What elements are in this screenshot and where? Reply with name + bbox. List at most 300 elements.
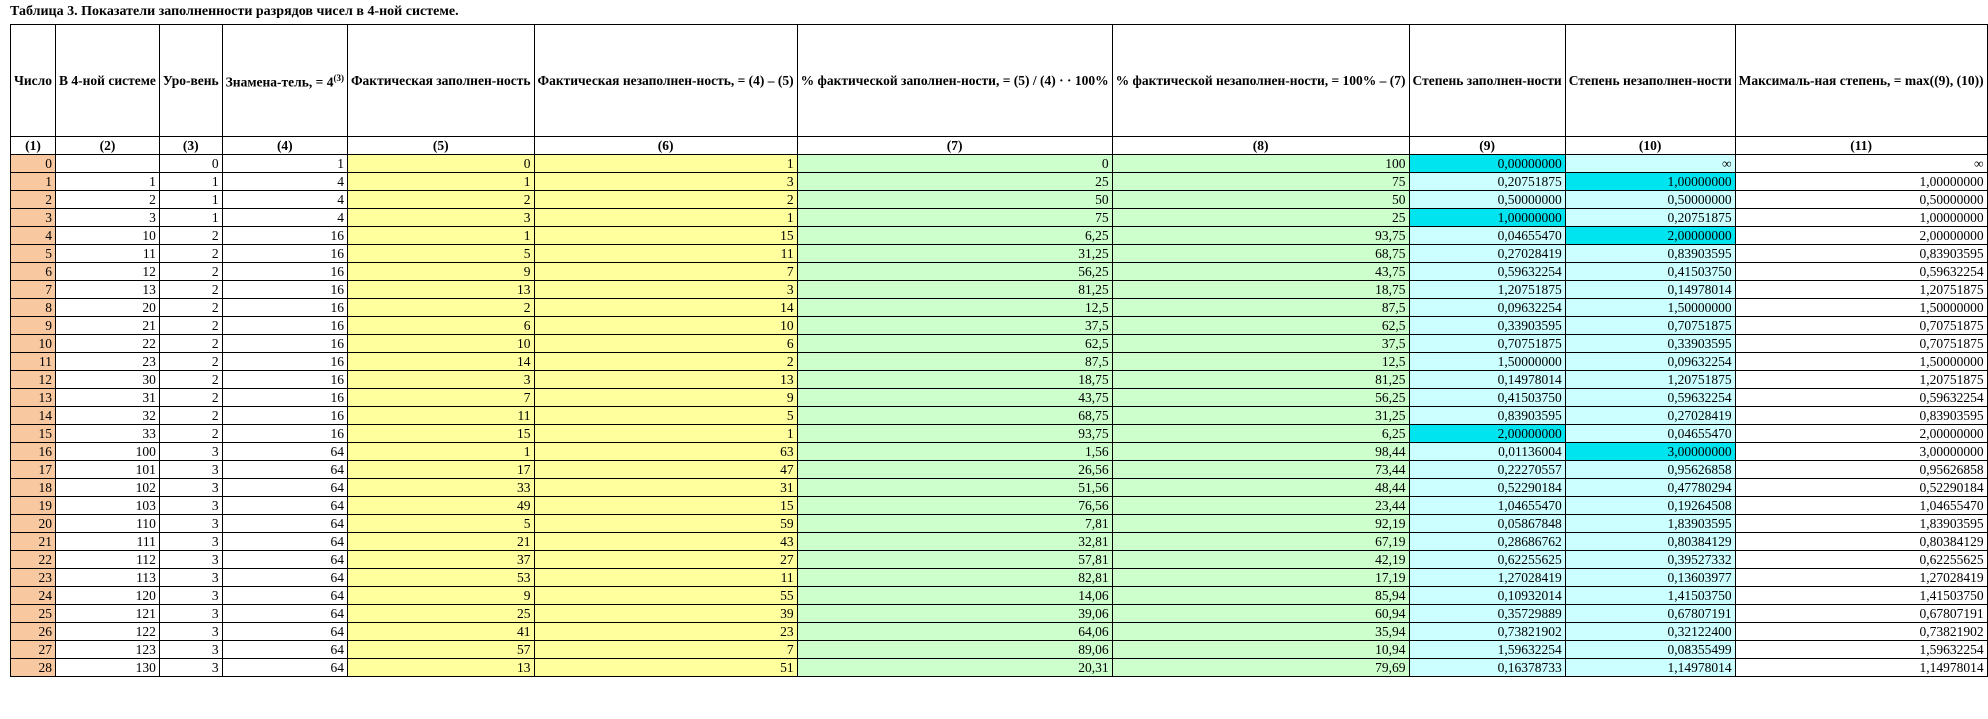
cell-unfill-degree: 1,20751875 bbox=[1565, 371, 1735, 389]
cell-unfill-degree: 0,19264508 bbox=[1565, 497, 1735, 515]
cell-max-degree: 0,83903595 bbox=[1735, 245, 1987, 263]
cell-max-degree: 1,50000000 bbox=[1735, 299, 1987, 317]
cell-pct-unfill: 100 bbox=[1112, 155, 1409, 173]
data-table bbox=[10, 24, 1988, 677]
cell-actual-fill: 7 bbox=[347, 389, 534, 407]
cell-max-degree: 0,70751875 bbox=[1735, 317, 1987, 335]
cell-max-degree: 1,41503750 bbox=[1735, 587, 1987, 605]
cell-unfill-degree: 1,50000000 bbox=[1565, 299, 1735, 317]
cell-pct-unfill: 17,19 bbox=[1112, 569, 1409, 587]
table-row bbox=[11, 443, 1988, 461]
cell-actual-unfill: 3 bbox=[534, 281, 797, 299]
cell-number: 5 bbox=[11, 245, 56, 263]
cell-actual-fill: 57 bbox=[347, 641, 534, 659]
cell-base4 bbox=[56, 155, 160, 173]
cell-max-degree: ∞ bbox=[1735, 155, 1987, 173]
cell-actual-unfill: 47 bbox=[534, 461, 797, 479]
cell-max-degree: 0,59632254 bbox=[1735, 263, 1987, 281]
cell-fill-degree: 0,70751875 bbox=[1409, 335, 1565, 353]
cell-level: 3 bbox=[159, 551, 222, 569]
cell-pct-unfill: 6,25 bbox=[1112, 425, 1409, 443]
cell-fill-degree: 0,35729889 bbox=[1409, 605, 1565, 623]
cell-denominator: 16 bbox=[222, 389, 347, 407]
cell-denominator: 64 bbox=[222, 605, 347, 623]
cell-base4: 12 bbox=[56, 263, 160, 281]
cell-fill-degree: 1,20751875 bbox=[1409, 281, 1565, 299]
cell-actual-fill: 9 bbox=[347, 263, 534, 281]
col-index: (2) bbox=[56, 137, 160, 155]
table-row bbox=[11, 461, 1988, 479]
cell-actual-fill: 11 bbox=[347, 407, 534, 425]
cell-unfill-degree: 2,00000000 bbox=[1565, 227, 1735, 245]
cell-base4: 20 bbox=[56, 299, 160, 317]
cell-max-degree: 1,59632254 bbox=[1735, 641, 1987, 659]
cell-denominator: 64 bbox=[222, 569, 347, 587]
col-index: (3) bbox=[159, 137, 222, 155]
table-row bbox=[11, 299, 1988, 317]
col-index: (1) bbox=[11, 137, 56, 155]
cell-actual-fill: 49 bbox=[347, 497, 534, 515]
cell-pct-fill: 57,81 bbox=[797, 551, 1112, 569]
cell-fill-degree: 0,83903595 bbox=[1409, 407, 1565, 425]
cell-denominator: 64 bbox=[222, 641, 347, 659]
cell-number: 15 bbox=[11, 425, 56, 443]
cell-pct-unfill: 79,69 bbox=[1112, 659, 1409, 677]
cell-actual-unfill: 6 bbox=[534, 335, 797, 353]
cell-number: 12 bbox=[11, 371, 56, 389]
cell-base4: 11 bbox=[56, 245, 160, 263]
cell-denominator: 16 bbox=[222, 245, 347, 263]
cell-fill-degree: 1,59632254 bbox=[1409, 641, 1565, 659]
cell-unfill-degree: 0,95626858 bbox=[1565, 461, 1735, 479]
cell-pct-fill: 64,06 bbox=[797, 623, 1112, 641]
cell-denominator: 64 bbox=[222, 659, 347, 677]
cell-number: 21 bbox=[11, 533, 56, 551]
cell-actual-unfill: 59 bbox=[534, 515, 797, 533]
cell-fill-degree: 0,05867848 bbox=[1409, 515, 1565, 533]
col-index: (4) bbox=[222, 137, 347, 155]
cell-level: 3 bbox=[159, 605, 222, 623]
cell-fill-degree: 0,41503750 bbox=[1409, 389, 1565, 407]
table-row bbox=[11, 497, 1988, 515]
cell-number: 26 bbox=[11, 623, 56, 641]
cell-level: 2 bbox=[159, 353, 222, 371]
cell-level: 2 bbox=[159, 317, 222, 335]
cell-number: 17 bbox=[11, 461, 56, 479]
cell-pct-unfill: 73,44 bbox=[1112, 461, 1409, 479]
cell-number: 1 bbox=[11, 173, 56, 191]
cell-unfill-degree: 0,67807191 bbox=[1565, 605, 1735, 623]
cell-max-degree: 1,50000000 bbox=[1735, 353, 1987, 371]
cell-denominator: 64 bbox=[222, 497, 347, 515]
cell-base4: 3 bbox=[56, 209, 160, 227]
cell-base4: 110 bbox=[56, 515, 160, 533]
cell-pct-fill: 93,75 bbox=[797, 425, 1112, 443]
cell-fill-degree: 0,00000000 bbox=[1409, 155, 1565, 173]
col-header-pct-unfill: % фактической незаполнен-ности, = 100% – (7) bbox=[1112, 25, 1409, 137]
cell-fill-degree: 1,50000000 bbox=[1409, 353, 1565, 371]
cell-level: 3 bbox=[159, 623, 222, 641]
cell-pct-fill: 18,75 bbox=[797, 371, 1112, 389]
cell-actual-unfill: 27 bbox=[534, 551, 797, 569]
cell-base4: 10 bbox=[56, 227, 160, 245]
cell-base4: 22 bbox=[56, 335, 160, 353]
table-row bbox=[11, 227, 1988, 245]
cell-fill-degree: 0,73821902 bbox=[1409, 623, 1565, 641]
cell-pct-fill: 76,56 bbox=[797, 497, 1112, 515]
cell-actual-fill: 0 bbox=[347, 155, 534, 173]
cell-base4: 2 bbox=[56, 191, 160, 209]
cell-unfill-degree: 0,39527332 bbox=[1565, 551, 1735, 569]
cell-pct-fill: 0 bbox=[797, 155, 1112, 173]
col-index: (5) bbox=[347, 137, 534, 155]
cell-base4: 120 bbox=[56, 587, 160, 605]
cell-pct-unfill: 35,94 bbox=[1112, 623, 1409, 641]
cell-actual-fill: 10 bbox=[347, 335, 534, 353]
cell-max-degree: 3,00000000 bbox=[1735, 443, 1987, 461]
cell-actual-unfill: 5 bbox=[534, 407, 797, 425]
cell-unfill-degree: 0,50000000 bbox=[1565, 191, 1735, 209]
cell-denominator: 64 bbox=[222, 461, 347, 479]
col-header-actual-fill: Фактическая заполнен-ность bbox=[347, 25, 534, 137]
cell-actual-fill: 6 bbox=[347, 317, 534, 335]
cell-denominator: 1 bbox=[222, 155, 347, 173]
cell-fill-degree: 0,62255625 bbox=[1409, 551, 1565, 569]
cell-pct-unfill: 92,19 bbox=[1112, 515, 1409, 533]
cell-fill-degree: 0,20751875 bbox=[1409, 173, 1565, 191]
cell-number: 14 bbox=[11, 407, 56, 425]
cell-number: 24 bbox=[11, 587, 56, 605]
cell-max-degree: 1,00000000 bbox=[1735, 209, 1987, 227]
cell-fill-degree: 0,04655470 bbox=[1409, 227, 1565, 245]
cell-fill-degree: 0,28686762 bbox=[1409, 533, 1565, 551]
col-header-pct-fill: % фактической заполнен-ности, = (5) / (4) · · 100% bbox=[797, 25, 1112, 137]
cell-level: 3 bbox=[159, 497, 222, 515]
cell-denominator: 4 bbox=[222, 191, 347, 209]
table-row bbox=[11, 173, 1988, 191]
cell-pct-unfill: 42,19 bbox=[1112, 551, 1409, 569]
cell-max-degree: 0,80384129 bbox=[1735, 533, 1987, 551]
cell-base4: 111 bbox=[56, 533, 160, 551]
col-index: (7) bbox=[797, 137, 1112, 155]
cell-fill-degree: 2,00000000 bbox=[1409, 425, 1565, 443]
cell-actual-fill: 9 bbox=[347, 587, 534, 605]
cell-level: 2 bbox=[159, 335, 222, 353]
cell-max-degree: 1,14978014 bbox=[1735, 659, 1987, 677]
cell-level: 2 bbox=[159, 425, 222, 443]
cell-number: 27 bbox=[11, 641, 56, 659]
cell-level: 3 bbox=[159, 533, 222, 551]
cell-number: 7 bbox=[11, 281, 56, 299]
cell-max-degree: 0,59632254 bbox=[1735, 389, 1987, 407]
cell-pct-fill: 50 bbox=[797, 191, 1112, 209]
cell-denominator: 64 bbox=[222, 515, 347, 533]
cell-denominator: 16 bbox=[222, 263, 347, 281]
cell-actual-unfill: 39 bbox=[534, 605, 797, 623]
cell-unfill-degree: 0,32122400 bbox=[1565, 623, 1735, 641]
cell-number: 8 bbox=[11, 299, 56, 317]
cell-actual-unfill: 3 bbox=[534, 173, 797, 191]
cell-denominator: 64 bbox=[222, 587, 347, 605]
cell-unfill-degree: 0,04655470 bbox=[1565, 425, 1735, 443]
cell-actual-unfill: 2 bbox=[534, 353, 797, 371]
cell-base4: 112 bbox=[56, 551, 160, 569]
col-header-actual-unfill: Фактическая незаполнен-ность, = (4) – (5) bbox=[534, 25, 797, 137]
cell-max-degree: 0,50000000 bbox=[1735, 191, 1987, 209]
cell-number: 4 bbox=[11, 227, 56, 245]
cell-pct-unfill: 67,19 bbox=[1112, 533, 1409, 551]
cell-pct-fill: 7,81 bbox=[797, 515, 1112, 533]
cell-actual-unfill: 11 bbox=[534, 245, 797, 263]
cell-level: 3 bbox=[159, 659, 222, 677]
cell-pct-unfill: 87,5 bbox=[1112, 299, 1409, 317]
table-row bbox=[11, 425, 1988, 443]
cell-actual-unfill: 7 bbox=[534, 641, 797, 659]
cell-actual-fill: 2 bbox=[347, 191, 534, 209]
cell-denominator: 64 bbox=[222, 533, 347, 551]
cell-pct-unfill: 12,5 bbox=[1112, 353, 1409, 371]
table-row bbox=[11, 623, 1988, 641]
column-number-row bbox=[11, 137, 1988, 155]
cell-max-degree: 1,20751875 bbox=[1735, 281, 1987, 299]
cell-actual-unfill: 23 bbox=[534, 623, 797, 641]
cell-number: 18 bbox=[11, 479, 56, 497]
table-row bbox=[11, 605, 1988, 623]
cell-denominator: 16 bbox=[222, 371, 347, 389]
table-row bbox=[11, 281, 1988, 299]
cell-base4: 103 bbox=[56, 497, 160, 515]
cell-number: 2 bbox=[11, 191, 56, 209]
cell-number: 22 bbox=[11, 551, 56, 569]
cell-level: 1 bbox=[159, 173, 222, 191]
cell-denominator: 64 bbox=[222, 551, 347, 569]
table-row bbox=[11, 659, 1988, 677]
cell-pct-unfill: 37,5 bbox=[1112, 335, 1409, 353]
cell-fill-degree: 0,33903595 bbox=[1409, 317, 1565, 335]
table-row bbox=[11, 587, 1988, 605]
cell-level: 2 bbox=[159, 371, 222, 389]
cell-max-degree: 0,83903595 bbox=[1735, 407, 1987, 425]
cell-number: 20 bbox=[11, 515, 56, 533]
cell-denominator: 64 bbox=[222, 479, 347, 497]
col-header-max-degree: Максималь-ная степень, = max((9), (10)) bbox=[1735, 25, 1987, 137]
cell-unfill-degree: 1,00000000 bbox=[1565, 173, 1735, 191]
cell-unfill-degree: 0,13603977 bbox=[1565, 569, 1735, 587]
table-row bbox=[11, 389, 1988, 407]
cell-pct-unfill: 75 bbox=[1112, 173, 1409, 191]
cell-actual-fill: 53 bbox=[347, 569, 534, 587]
cell-pct-fill: 31,25 bbox=[797, 245, 1112, 263]
cell-pct-fill: 6,25 bbox=[797, 227, 1112, 245]
cell-level: 3 bbox=[159, 515, 222, 533]
cell-pct-unfill: 98,44 bbox=[1112, 443, 1409, 461]
cell-denominator: 64 bbox=[222, 443, 347, 461]
cell-number: 0 bbox=[11, 155, 56, 173]
table-row bbox=[11, 263, 1988, 281]
cell-fill-degree: 0,16378733 bbox=[1409, 659, 1565, 677]
cell-pct-unfill: 50 bbox=[1112, 191, 1409, 209]
table-row bbox=[11, 479, 1988, 497]
cell-max-degree: 0,62255625 bbox=[1735, 551, 1987, 569]
cell-max-degree: 1,00000000 bbox=[1735, 173, 1987, 191]
cell-number: 28 bbox=[11, 659, 56, 677]
cell-pct-unfill: 10,94 bbox=[1112, 641, 1409, 659]
cell-level: 3 bbox=[159, 479, 222, 497]
table-row bbox=[11, 407, 1988, 425]
table-row bbox=[11, 317, 1988, 335]
cell-max-degree: 1,27028419 bbox=[1735, 569, 1987, 587]
cell-actual-unfill: 9 bbox=[534, 389, 797, 407]
cell-actual-fill: 13 bbox=[347, 281, 534, 299]
table-row bbox=[11, 533, 1988, 551]
cell-actual-unfill: 55 bbox=[534, 587, 797, 605]
cell-pct-fill: 62,5 bbox=[797, 335, 1112, 353]
cell-unfill-degree: 0,20751875 bbox=[1565, 209, 1735, 227]
cell-unfill-degree: 0,08355499 bbox=[1565, 641, 1735, 659]
table-caption: Таблица 3. Показатели заполненности разрядов чисел в 4-ной системе. bbox=[10, 4, 459, 19]
cell-unfill-degree: 0,09632254 bbox=[1565, 353, 1735, 371]
cell-denominator: 16 bbox=[222, 353, 347, 371]
table-row bbox=[11, 515, 1988, 533]
table-row bbox=[11, 335, 1988, 353]
cell-actual-unfill: 10 bbox=[534, 317, 797, 335]
cell-pct-fill: 89,06 bbox=[797, 641, 1112, 659]
cell-base4: 32 bbox=[56, 407, 160, 425]
cell-denominator: 4 bbox=[222, 209, 347, 227]
cell-actual-fill: 1 bbox=[347, 173, 534, 191]
cell-pct-unfill: 43,75 bbox=[1112, 263, 1409, 281]
cell-denominator: 16 bbox=[222, 335, 347, 353]
cell-level: 2 bbox=[159, 407, 222, 425]
cell-pct-fill: 39,06 bbox=[797, 605, 1112, 623]
cell-base4: 130 bbox=[56, 659, 160, 677]
cell-max-degree: 2,00000000 bbox=[1735, 227, 1987, 245]
cell-fill-degree: 1,04655470 bbox=[1409, 497, 1565, 515]
cell-pct-fill: 87,5 bbox=[797, 353, 1112, 371]
cell-level: 2 bbox=[159, 389, 222, 407]
col-index: (9) bbox=[1409, 137, 1565, 155]
cell-unfill-degree: 0,47780294 bbox=[1565, 479, 1735, 497]
cell-fill-degree: 0,52290184 bbox=[1409, 479, 1565, 497]
col-header-level: Уро-вень bbox=[159, 25, 222, 137]
cell-actual-fill: 3 bbox=[347, 371, 534, 389]
cell-base4: 1 bbox=[56, 173, 160, 191]
cell-pct-fill: 1,56 bbox=[797, 443, 1112, 461]
cell-denominator: 16 bbox=[222, 407, 347, 425]
table-row bbox=[11, 551, 1988, 569]
cell-base4: 13 bbox=[56, 281, 160, 299]
cell-actual-unfill: 13 bbox=[534, 371, 797, 389]
cell-actual-unfill: 7 bbox=[534, 263, 797, 281]
cell-max-degree: 0,73821902 bbox=[1735, 623, 1987, 641]
cell-pct-fill: 32,81 bbox=[797, 533, 1112, 551]
cell-fill-degree: 0,22270557 bbox=[1409, 461, 1565, 479]
cell-pct-unfill: 31,25 bbox=[1112, 407, 1409, 425]
cell-denominator: 16 bbox=[222, 227, 347, 245]
cell-number: 25 bbox=[11, 605, 56, 623]
table-row bbox=[11, 353, 1988, 371]
cell-unfill-degree: 0,27028419 bbox=[1565, 407, 1735, 425]
cell-pct-fill: 51,56 bbox=[797, 479, 1112, 497]
cell-unfill-degree: 0,33903595 bbox=[1565, 335, 1735, 353]
cell-actual-fill: 1 bbox=[347, 443, 534, 461]
table-body bbox=[11, 155, 1988, 677]
header-row bbox=[11, 25, 1988, 137]
cell-level: 2 bbox=[159, 299, 222, 317]
col-index: (6) bbox=[534, 137, 797, 155]
cell-actual-fill: 1 bbox=[347, 227, 534, 245]
cell-number: 19 bbox=[11, 497, 56, 515]
cell-base4: 101 bbox=[56, 461, 160, 479]
cell-base4: 113 bbox=[56, 569, 160, 587]
cell-pct-fill: 20,31 bbox=[797, 659, 1112, 677]
cell-actual-fill: 2 bbox=[347, 299, 534, 317]
cell-number: 13 bbox=[11, 389, 56, 407]
cell-actual-unfill: 63 bbox=[534, 443, 797, 461]
cell-level: 2 bbox=[159, 227, 222, 245]
cell-actual-fill: 41 bbox=[347, 623, 534, 641]
cell-fill-degree: 0,14978014 bbox=[1409, 371, 1565, 389]
table-row bbox=[11, 155, 1988, 173]
cell-max-degree: 2,00000000 bbox=[1735, 425, 1987, 443]
cell-actual-fill: 17 bbox=[347, 461, 534, 479]
col-header-number: Число bbox=[11, 25, 56, 137]
cell-unfill-degree: 1,14978014 bbox=[1565, 659, 1735, 677]
cell-unfill-degree: 0,41503750 bbox=[1565, 263, 1735, 281]
cell-pct-unfill: 62,5 bbox=[1112, 317, 1409, 335]
cell-pct-fill: 25 bbox=[797, 173, 1112, 191]
cell-number: 3 bbox=[11, 209, 56, 227]
cell-unfill-degree: 0,70751875 bbox=[1565, 317, 1735, 335]
cell-level: 1 bbox=[159, 209, 222, 227]
cell-base4: 30 bbox=[56, 371, 160, 389]
cell-actual-fill: 33 bbox=[347, 479, 534, 497]
cell-actual-unfill: 31 bbox=[534, 479, 797, 497]
cell-actual-fill: 3 bbox=[347, 209, 534, 227]
cell-pct-fill: 43,75 bbox=[797, 389, 1112, 407]
cell-base4: 121 bbox=[56, 605, 160, 623]
cell-fill-degree: 0,27028419 bbox=[1409, 245, 1565, 263]
cell-actual-unfill: 1 bbox=[534, 425, 797, 443]
cell-level: 1 bbox=[159, 191, 222, 209]
cell-number: 23 bbox=[11, 569, 56, 587]
cell-max-degree: 1,04655470 bbox=[1735, 497, 1987, 515]
col-header-denominator: Знамена-тель, = $4^{(3)}$ bbox=[222, 25, 347, 137]
cell-actual-unfill: 14 bbox=[534, 299, 797, 317]
cell-pct-unfill: 56,25 bbox=[1112, 389, 1409, 407]
cell-pct-fill: 26,56 bbox=[797, 461, 1112, 479]
cell-base4: 122 bbox=[56, 623, 160, 641]
cell-actual-fill: 14 bbox=[347, 353, 534, 371]
cell-fill-degree: 0,01136004 bbox=[1409, 443, 1565, 461]
cell-denominator: 16 bbox=[222, 281, 347, 299]
cell-max-degree: 0,67807191 bbox=[1735, 605, 1987, 623]
cell-denominator: 16 bbox=[222, 317, 347, 335]
cell-fill-degree: 0,09632254 bbox=[1409, 299, 1565, 317]
cell-pct-fill: 14,06 bbox=[797, 587, 1112, 605]
cell-fill-degree: 1,27028419 bbox=[1409, 569, 1565, 587]
cell-unfill-degree: 3,00000000 bbox=[1565, 443, 1735, 461]
cell-unfill-degree: 0,83903595 bbox=[1565, 245, 1735, 263]
cell-actual-unfill: 15 bbox=[534, 497, 797, 515]
cell-actual-fill: 15 bbox=[347, 425, 534, 443]
cell-pct-unfill: 48,44 bbox=[1112, 479, 1409, 497]
cell-actual-fill: 21 bbox=[347, 533, 534, 551]
cell-base4: 100 bbox=[56, 443, 160, 461]
cell-max-degree: 1,83903595 bbox=[1735, 515, 1987, 533]
cell-base4: 102 bbox=[56, 479, 160, 497]
cell-pct-unfill: 81,25 bbox=[1112, 371, 1409, 389]
